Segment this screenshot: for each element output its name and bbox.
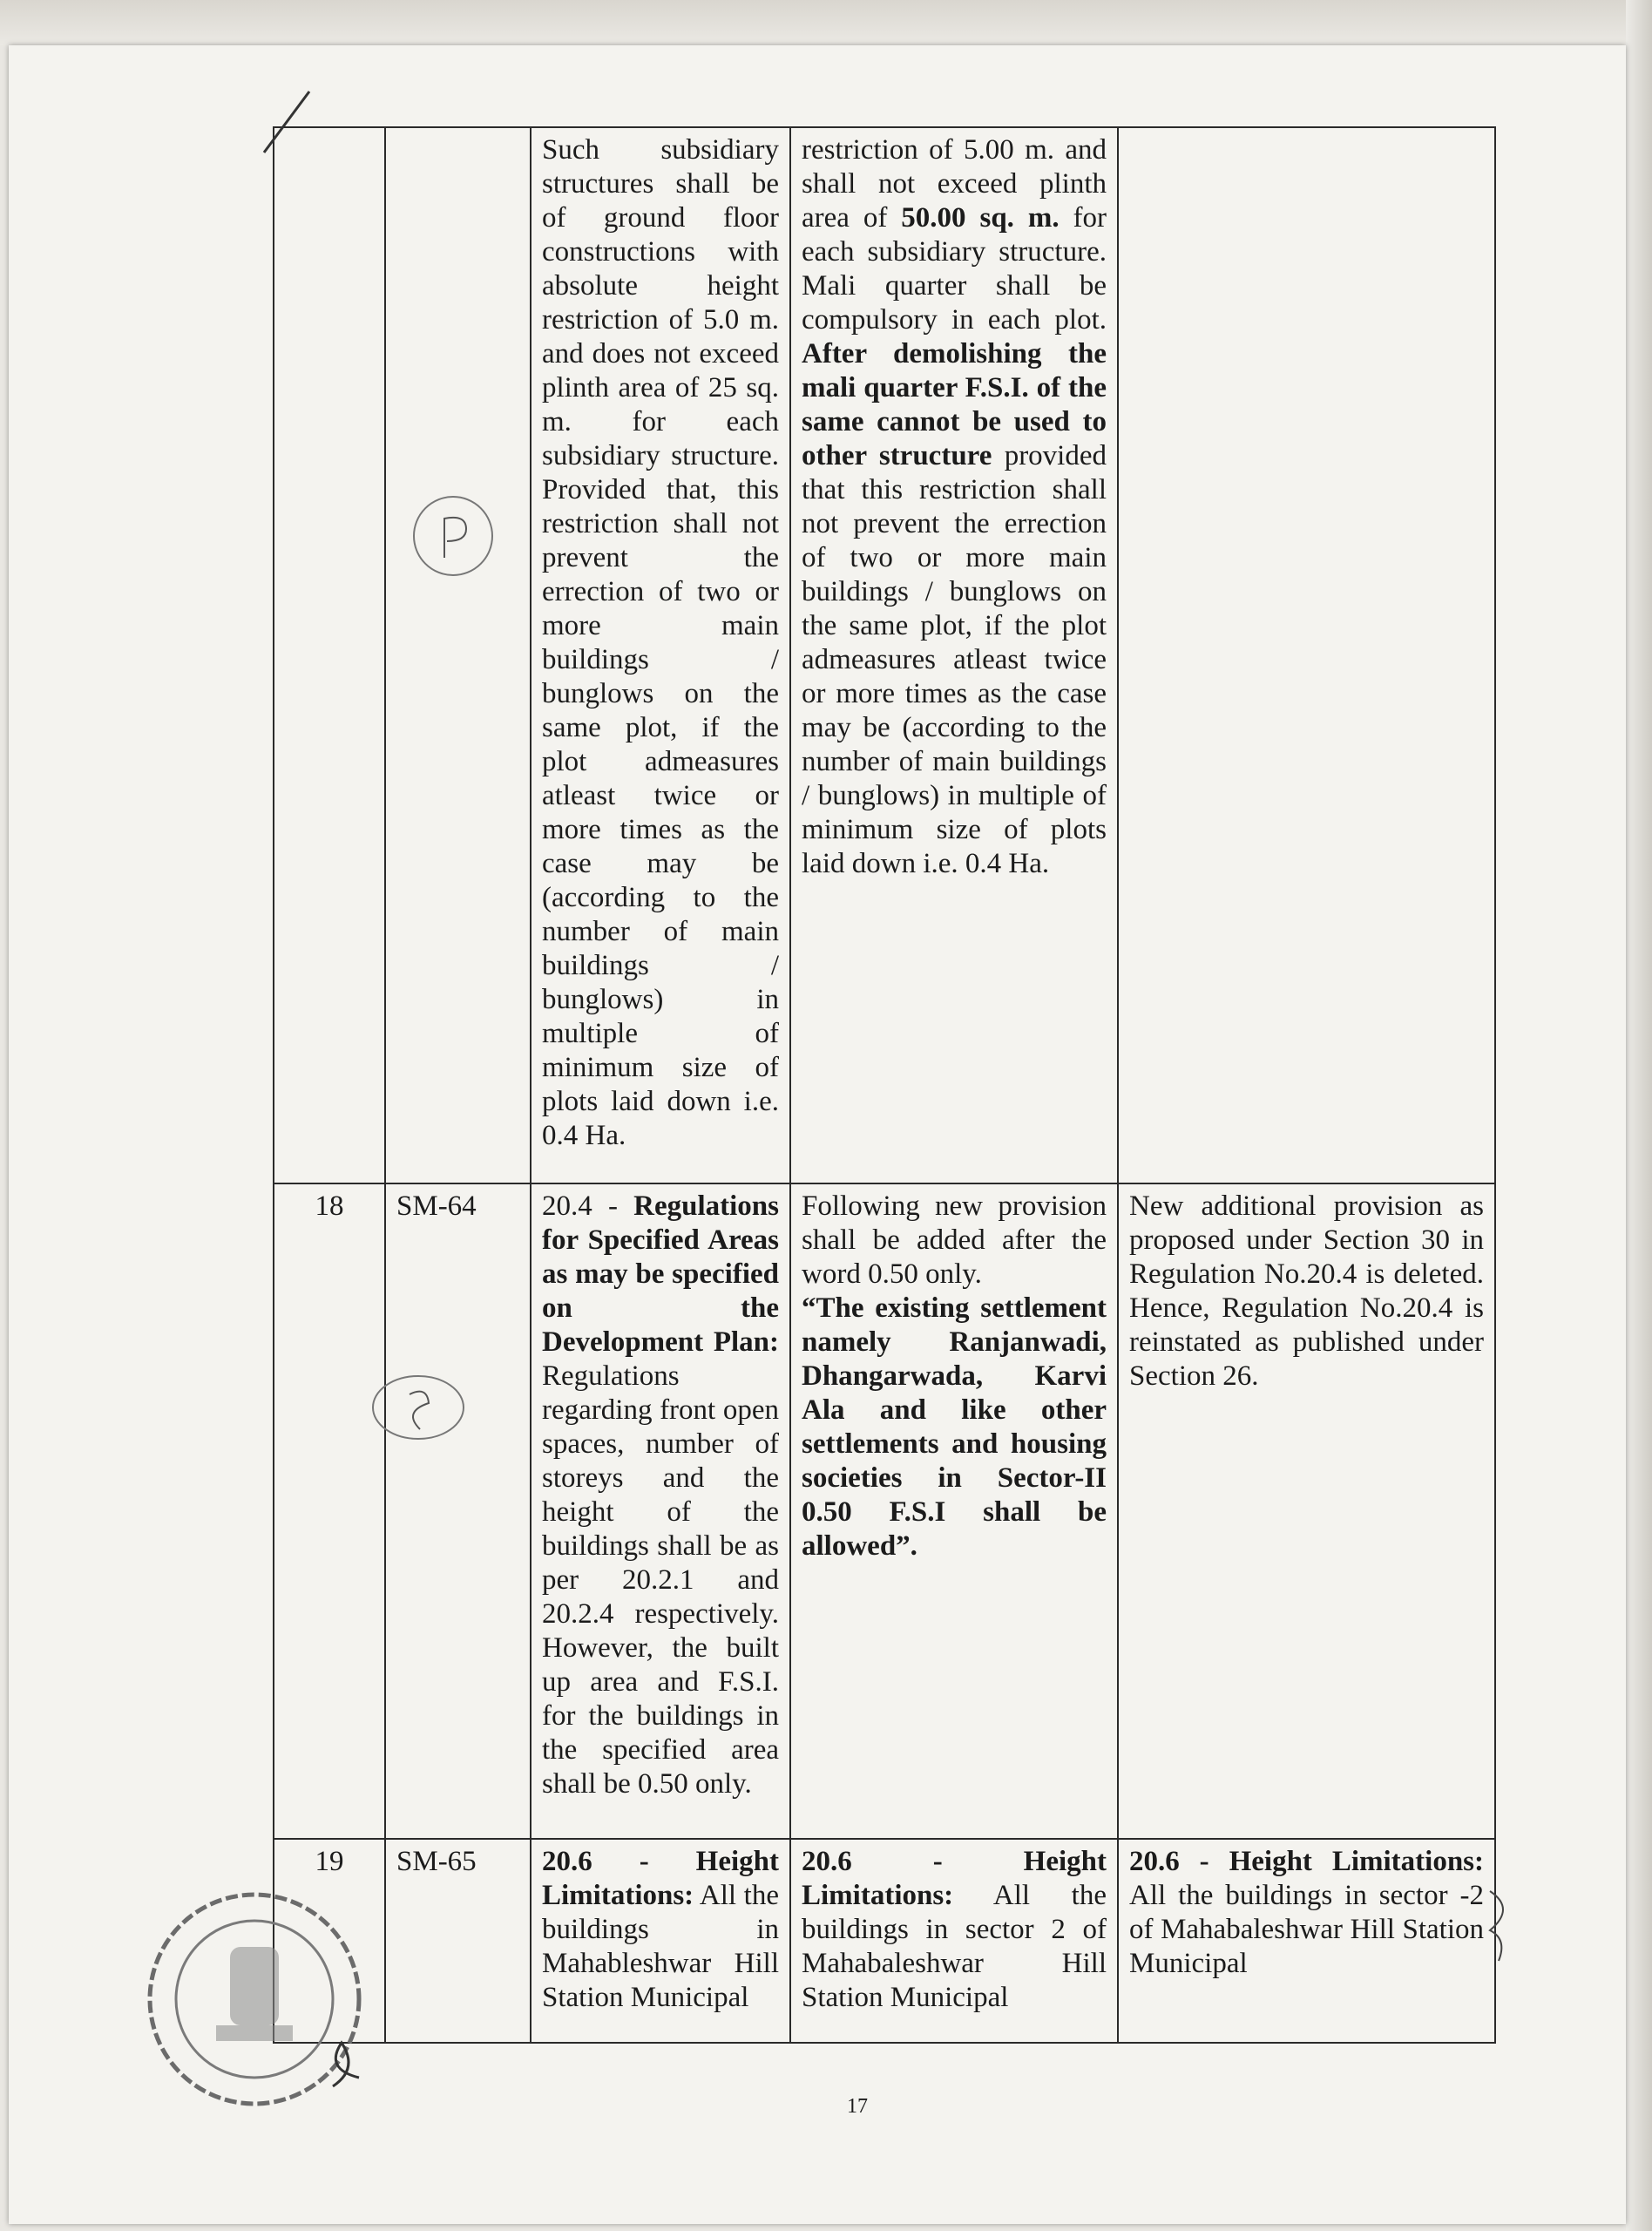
cell-original-regulation	[531, 1183, 790, 1839]
row-number: 18	[274, 1183, 385, 1839]
cell-code-empty	[385, 127, 531, 1183]
modification-text-b: 50.00 sq. m.	[901, 202, 1060, 234]
cell-modification	[790, 127, 1118, 1183]
remarks-heading: 20.6 - Height Limitations:	[1129, 1846, 1484, 1877]
remarks-text: New additional provision as proposed under Section 30 in Regulation No.20.4 is deleted. Hence, Regulation No.20.4 is reinstated as published under Section 26.	[1129, 1190, 1484, 1392]
row-number: 19	[274, 1839, 385, 2043]
official-seal-icon	[132, 1877, 394, 2139]
original-regulation-text: Such subsidiary structures shall be of ground floor constructions with absolute height restriction of 5.0 m. and does not exceed plinth area of 25 sq. m. for each subsidiary structure. Provided that, this restriction shall not prevent the errection of two or more main buildings / bunglows on the same plot, if the plot admeasures atleast twice or more times as the case may be (according to the number of main buildings / bunglows) in multiple of minimum size of plots laid down i.e. 0.4 Ha.	[542, 134, 779, 1151]
regulation-body: Regulations regarding front open spaces, number of storeys and the height of the buildings shall be as per 20.2.1 and 20.2.4 respectively. However, the built up area and F.S.I. for the buildings in the specified area shall be 0.50 only.	[542, 1360, 779, 1800]
regulations-table	[273, 126, 1496, 2044]
modification-body: All the buildings in sector 2 of Mahabaleshwar Hill Station Municipal	[802, 1880, 1107, 2013]
regulation-heading: 20.6 - Height Limitations:	[542, 1846, 779, 1911]
remarks-body: All the buildings in sector -2 of Mahabaleshwar Hill Station Municipal	[1129, 1880, 1484, 1979]
table-row-19	[274, 1839, 1495, 2043]
modification-quote: “The existing settlement namely Ranjanwadi, Dhangarwada, Karvi Ala and like other settlements and housing societies in Sector-II 0.50 F.S.I shall be allowed”.	[802, 1292, 1107, 1562]
cell-modification	[790, 1839, 1118, 2043]
cell-original-regulation	[531, 127, 790, 1183]
cell-modification	[790, 1183, 1118, 1839]
cell-remarks	[1118, 1183, 1495, 1839]
page-number: 17	[847, 2095, 868, 2118]
modification-intro: Following new provision shall be added after the word 0.50 only.	[802, 1190, 1107, 1290]
regulation-heading: Regulations for Specified Areas as may be specified on the Development Plan:	[542, 1190, 779, 1358]
table-row-continued	[274, 127, 1495, 1183]
handwritten-mark-icon	[405, 488, 501, 584]
regulation-body: All the buildings in Mahableshwar Hill Station Municipal	[542, 1880, 779, 2013]
cell-remarks	[1118, 1839, 1495, 2043]
handwritten-mark-icon	[366, 1368, 471, 1447]
table-row-18	[274, 1183, 1495, 1839]
modification-text-e: provided that this restriction shall not prevent the errection of two or more main buildings / bunglows on the same plot, if the plot admeasures atleast twice or more times as the case may be (according to the number of main buildings / bunglows) in multiple of minimum size of plots laid down i.e. 0.4 Ha.	[802, 440, 1107, 879]
pen-bracket-icon	[1473, 1887, 1525, 1965]
cell-number-empty	[274, 127, 385, 1183]
modification-text-a: restriction of 5.00 m. and shall not exceed plinth area of	[802, 134, 1107, 234]
regulation-number: 20.4 -	[542, 1190, 634, 1222]
row-code: SM-64	[385, 1183, 531, 1839]
scan-right-edge	[1626, 0, 1652, 2231]
row-code: SM-65	[385, 1839, 531, 2043]
scan-top-edge	[0, 0, 1652, 45]
modification-text-c: for each subsidiary structure. Mali quarter shall be compulsory in each plot.	[802, 202, 1107, 336]
pen-tick-icon	[257, 87, 318, 157]
modification-heading: 20.6 - Height Limitations:	[802, 1846, 1107, 1911]
cell-original-regulation	[531, 1839, 790, 2043]
cell-remarks-empty	[1118, 127, 1495, 1183]
modification-text-d: After demolishing the mali quarter F.S.I. of the same cannot be used to other structure	[802, 338, 1107, 471]
